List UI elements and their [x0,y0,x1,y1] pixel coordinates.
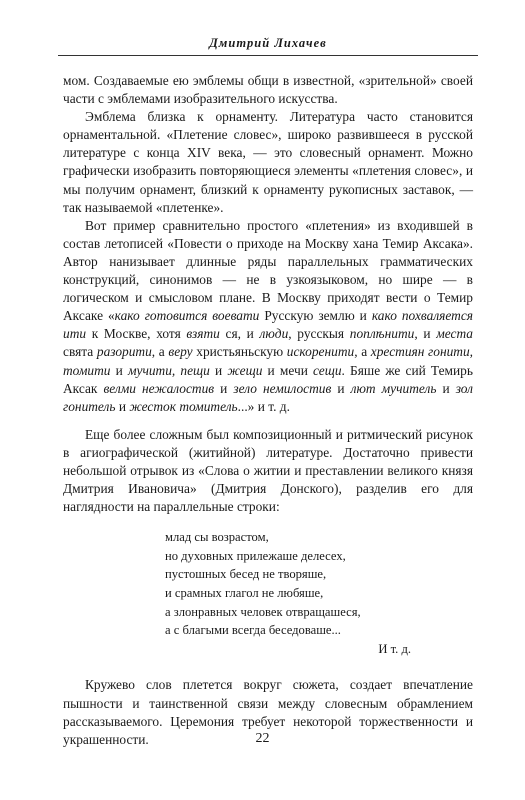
text-run: , русскыя [288,326,350,342]
paragraph-text: Эмблема близка к орнаменту. Литература часто становится орнаментальной. «Плетение словес», широко развившееся в русской литературе с конца XIV века, — это словесный орнамент. Можно графически изобразить повторяющиеся элементы «плетения словес», и мы получим орнамент, близкий к орнаменту рукописных заставок, — так называемой «плетенке». [63,109,473,215]
paragraph-4 [63,426,473,516]
page-number: 22 [255,731,270,746]
italic-run: поплѣнити [349,326,415,342]
italic-run: како готовится воевати [114,308,260,324]
verse-line: млад сы возрастом, [165,530,269,545]
verse-line: но духовных прилежаше делесех, [165,548,346,563]
running-head: Дмитрий Лихачев [209,36,327,50]
text-run: Вот пример сравнительно простого «плетения» из входившей в состав летописей «Повести о приходе на Москву хана Темир Аксака». Автор нанизывает длинные ряды параллельных грамматических конструкций, синонимов — не в узкоязыковом, но шире — в логическом и смысловом плане. В Москву приходят вести о Темир Аксаке « [63,217,473,324]
header-rule [58,55,478,56]
italic-run: како похваляется ити [63,308,473,342]
text-run: и [209,362,228,378]
text-run: и [331,380,351,396]
page-body [63,72,473,749]
italic-run: зело немилостив [233,380,332,396]
text-run: , а [151,344,169,360]
text-run: христьяньскую [192,344,287,360]
paragraph-2 [63,108,473,217]
text-run: и [115,398,130,414]
italic-run: сещи [313,362,342,378]
text-run: . Бяше же сий Темирь Аксак [63,362,473,396]
italic-run: разорити [96,344,152,360]
paragraph-text: Кружево слов плетется вокруг сюжета, создает впечатление пышности и таинственной связи между словесным обрамлением рассказываемого. Церемония требует некоторой торжественности и украшенности. [63,677,473,747]
text-run: к Москве, хотя [86,326,187,342]
text-run: и [110,362,128,378]
paragraph-text: Еще более сложным был композиционный и ритмический рисунок в агиографической (житийной) литературе. Достаточно привести небольшой отрывок из «Слова о житии и преставлении великого князя Дмитрия Ивановича» (Дмитрия Донского), разделив его для наглядности на параллельные строки: [63,426,473,515]
paragraph-text: мом. Создаваемые ею эмблемы общи в известной, «зрительной» своей части с эмблемами изобразительного искусства. [63,73,473,107]
text-run: Русскую землю и [259,308,372,324]
verse-quote [165,528,473,658]
text-run: , и [414,326,437,342]
paragraph-1 [63,72,473,108]
verse-line: пустошных бесед не творяше, [165,567,327,582]
paragraph-gap [63,416,473,426]
verse-line: и срамных глагол не любяше, [165,586,324,601]
italic-run: зол гонитель [63,380,473,414]
italic-run: веру [168,344,193,360]
text-run: и [214,380,234,396]
italic-run: мучити, пещи [127,362,210,378]
text-run: свята [63,344,97,360]
italic-run: взяти [186,326,220,342]
verse-line: а с благыми всегда беседоваше... [165,623,341,638]
italic-run: люди [259,326,289,342]
verse-ending: И т. д. [378,641,411,656]
italic-run: жесток томитель [129,398,238,414]
text-run: и мечи [262,362,314,378]
text-run: , а [354,344,371,360]
paragraph-gap [63,658,473,676]
verse-line: а злонравных человек отвращашеся, [165,604,361,619]
italic-run: искоренити [286,344,355,360]
italic-run: жещи [227,362,263,378]
italic-run: велми нежалостив [103,380,215,396]
italic-run: места [436,326,473,342]
paragraph-3 [63,217,473,416]
text-run: и [436,380,456,396]
italic-run: хрестиян гонити, томити [63,344,474,378]
text-run: ...» и т. д. [237,398,290,414]
text-run: ся, и [219,326,260,342]
italic-run: лют мучитель [350,380,437,396]
